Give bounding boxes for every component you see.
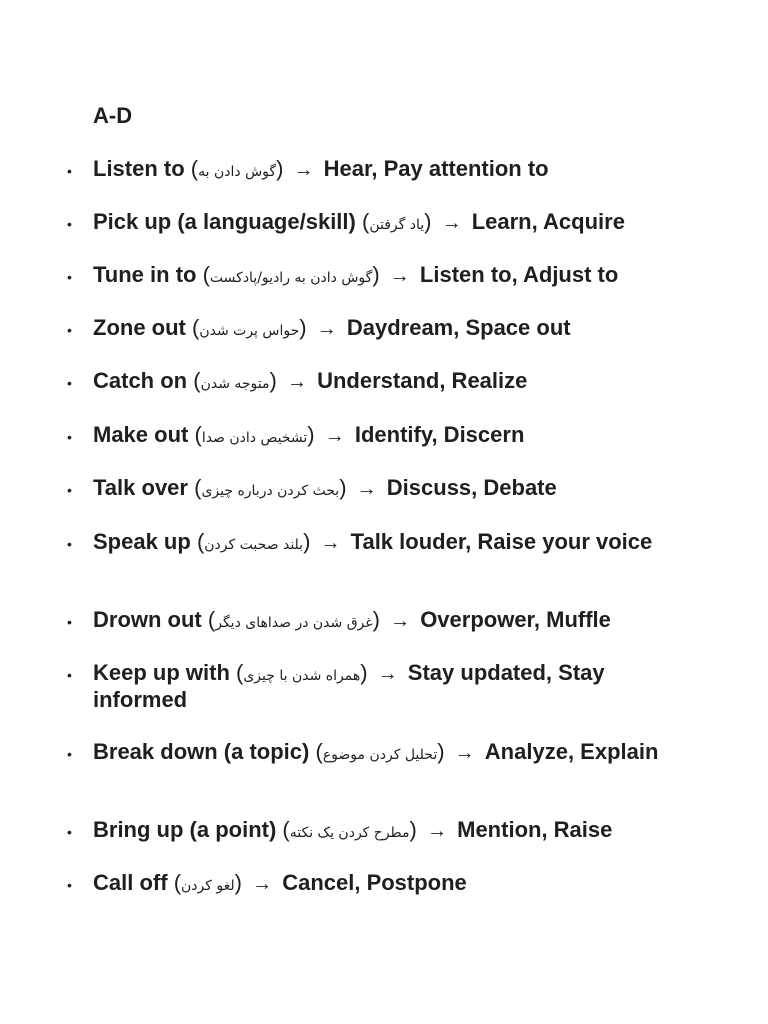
- persian-translation: حواس پرت شدن: [199, 323, 300, 339]
- persian-translation: تشخیص دادن صدا: [201, 430, 308, 446]
- phrasal-verb: Tune in to: [93, 262, 197, 287]
- persian-translation: بلند صحبت کردن: [204, 537, 304, 553]
- arrow-icon: →: [316, 318, 337, 340]
- arrow-icon: →: [441, 212, 462, 234]
- list-item: • Break down (a topic) (تحلیل کردن موضوع) → Analyze, Explain: [93, 740, 673, 767]
- arrow-icon: →: [389, 265, 410, 287]
- list-item: • Talk over (بحث کردن درباره چیزی) → Discuss, Debate: [93, 476, 673, 503]
- phrasal-verb: Break down (a topic): [93, 739, 310, 764]
- phrasal-verb: Speak up: [93, 529, 191, 554]
- bullet: •: [67, 482, 72, 498]
- bullet: •: [67, 824, 72, 840]
- persian-translation: لغو کردن: [181, 878, 235, 894]
- synonyms: Analyze, Explain: [484, 739, 659, 764]
- synonyms: Listen to, Adjust to: [419, 262, 619, 287]
- synonyms: Mention, Raise: [457, 817, 613, 842]
- phrasal-verb: Make out: [93, 422, 189, 447]
- bullet: •: [67, 269, 72, 285]
- bullet: •: [67, 216, 72, 232]
- arrow-icon: →: [252, 873, 273, 895]
- bullet: •: [67, 614, 72, 630]
- synonyms: Identify, Discern: [354, 422, 525, 447]
- phrasal-verb: Zone out: [93, 315, 186, 340]
- arrow-icon: →: [390, 610, 411, 632]
- bullet: •: [67, 667, 72, 683]
- list-item: • Make out (تشخیص دادن صدا) → Identify, Discern: [93, 423, 673, 450]
- list-item: • Zone out (حواس پرت شدن) → Daydream, Space out: [93, 316, 673, 343]
- phrasal-verb: Drown out: [93, 607, 202, 632]
- arrow-icon: →: [320, 532, 341, 554]
- synonyms: Daydream, Space out: [346, 315, 571, 340]
- list-item: • Drown out (غرق شدن در صداهای دیگر) → Overpower, Muffle: [93, 608, 673, 635]
- section-heading: A-D: [93, 103, 133, 128]
- phrasal-verb: Catch on: [93, 368, 188, 393]
- phrasal-verb: Pick up (a language/skill): [93, 209, 356, 234]
- bullet: •: [67, 536, 72, 552]
- arrow-icon: →: [293, 159, 314, 181]
- list-item: • Bring up (a point) (مطرح کردن یک نکته) → Mention, Raise: [93, 818, 673, 845]
- list-item: • Keep up with (همراه شدن با چیزی) → Stay updated, Stay informed: [67, 660, 605, 712]
- synonyms: Overpower, Muffle: [420, 607, 611, 632]
- arrow-icon: →: [356, 478, 377, 500]
- list-item: • Speak up (بلند صحبت کردن) → Talk louder, Raise your voice: [93, 530, 673, 557]
- synonyms: Hear, Pay attention to: [323, 156, 549, 181]
- arrow-icon: →: [286, 371, 307, 393]
- arrow-icon: →: [427, 820, 447, 842]
- phrasal-verb: Keep up with: [93, 660, 230, 685]
- bullet: •: [67, 163, 72, 179]
- synonyms: Talk louder, Raise your voice: [350, 529, 653, 554]
- phrasal-verb: Talk over: [93, 475, 188, 500]
- arrow-icon: →: [454, 742, 475, 764]
- persian-translation: گوش دادن به رادیو/پادکست: [209, 270, 373, 286]
- persian-translation: غرق شدن در صداهای دیگر: [215, 615, 373, 631]
- synonyms: Stay updated, Stay informed: [93, 660, 605, 712]
- list-item: • Tune in to (گوش دادن به رادیو/پادکست) → Listen to, Adjust to: [93, 263, 673, 290]
- bullet: •: [67, 375, 72, 391]
- persian-translation: همراه شدن با چیزی: [243, 668, 361, 684]
- phrasal-verb: Listen to: [93, 156, 185, 181]
- bullet: •: [67, 877, 72, 893]
- synonyms: Understand, Realize: [317, 368, 528, 393]
- list-item: • Listen to (گوش دادن به) → Hear, Pay attention to: [93, 157, 673, 184]
- phrasal-verb: Call off: [93, 870, 168, 895]
- list-item: • Pick up (a language/skill) (یاد گرفتن) → Learn, Acquire: [93, 210, 673, 237]
- arrow-icon: →: [324, 425, 345, 447]
- synonyms: Cancel, Postpone: [282, 870, 467, 895]
- persian-translation: گوش دادن به: [198, 164, 277, 180]
- persian-translation: بحث کردن درباره چیزی: [201, 483, 340, 499]
- persian-translation: تحلیل کردن موضوع: [322, 747, 438, 763]
- synonyms: Learn, Acquire: [471, 209, 625, 234]
- persian-translation: یاد گرفتن: [369, 217, 425, 233]
- phrasal-verb: Bring up (a point): [93, 817, 277, 842]
- persian-translation: مطرح کردن یک نکته: [289, 825, 410, 841]
- bullet: •: [67, 746, 72, 762]
- synonyms: Discuss, Debate: [386, 475, 557, 500]
- bullet: •: [67, 322, 72, 338]
- list-item: • Call off (لغو کردن) → Cancel, Postpone: [93, 871, 673, 898]
- persian-translation: متوجه شدن: [200, 376, 270, 392]
- list-item: • Catch on (متوجه شدن) → Understand, Realize: [93, 369, 673, 396]
- bullet: •: [67, 429, 72, 445]
- arrow-icon: →: [377, 663, 398, 685]
